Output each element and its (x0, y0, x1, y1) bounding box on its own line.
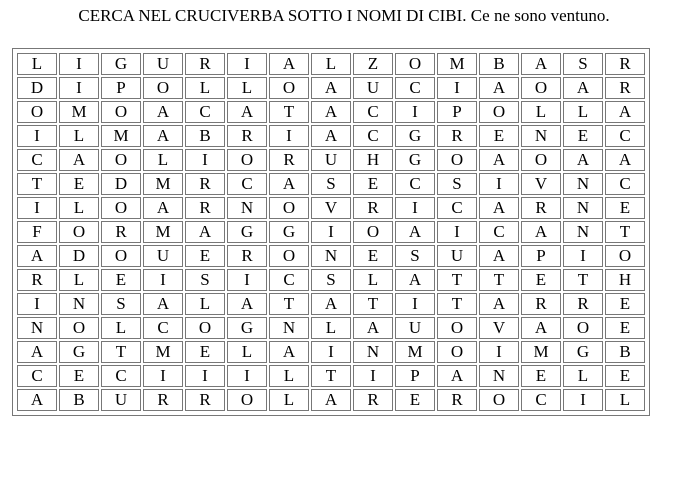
grid-cell: H (605, 269, 645, 291)
grid-cell: O (437, 341, 477, 363)
grid-cell: T (101, 341, 141, 363)
grid-cell: E (605, 293, 645, 315)
grid-cell: H (353, 149, 393, 171)
grid-cell: U (311, 149, 351, 171)
grid-cell: O (437, 149, 477, 171)
grid-cell: O (101, 245, 141, 267)
grid-cell: L (227, 77, 267, 99)
grid-cell: U (437, 245, 477, 267)
grid-cell: R (185, 173, 225, 195)
grid-cell: C (143, 317, 183, 339)
grid-cell: C (605, 173, 645, 195)
grid-cell: D (101, 173, 141, 195)
grid-cell: L (101, 317, 141, 339)
grid-cell: V (521, 173, 561, 195)
grid-cell: O (59, 317, 99, 339)
grid-cell: A (269, 53, 309, 75)
grid-cell: E (395, 389, 435, 411)
grid-cell: T (269, 293, 309, 315)
grid-cell: E (185, 245, 225, 267)
grid-cell: A (311, 389, 351, 411)
grid-cell: A (311, 101, 351, 123)
grid-row (17, 125, 645, 147)
grid-cell: O (563, 317, 603, 339)
grid-cell: C (605, 125, 645, 147)
grid-cell: N (59, 293, 99, 315)
grid-cell: C (437, 197, 477, 219)
grid-cell: I (353, 365, 393, 387)
grid-cell: I (311, 221, 351, 243)
grid-cell: G (563, 341, 603, 363)
grid-cell: L (185, 293, 225, 315)
grid-cell: I (311, 341, 351, 363)
grid-cell: M (143, 173, 183, 195)
grid-cell: M (143, 341, 183, 363)
grid-cell: A (311, 77, 351, 99)
grid-cell: B (185, 125, 225, 147)
grid-cell: R (269, 149, 309, 171)
grid-cell: U (353, 77, 393, 99)
grid-cell: I (143, 269, 183, 291)
grid-cell: I (59, 53, 99, 75)
grid-cell: A (521, 317, 561, 339)
grid-cell: T (605, 221, 645, 243)
grid-cell: I (227, 53, 267, 75)
grid-cell: C (227, 173, 267, 195)
word-search-grid (12, 48, 650, 416)
grid-cell: S (395, 245, 435, 267)
grid-cell: G (101, 53, 141, 75)
grid-cell: S (311, 269, 351, 291)
grid-cell: L (563, 101, 603, 123)
grid-cell: R (101, 221, 141, 243)
grid-cell: O (101, 149, 141, 171)
grid-cell: A (563, 149, 603, 171)
grid-cell: L (59, 125, 99, 147)
grid-cell: A (143, 125, 183, 147)
grid-cell: R (437, 125, 477, 147)
grid-cell: L (563, 365, 603, 387)
grid-cell: A (479, 77, 519, 99)
instruction-title: CERCA NEL CRUCIVERBA SOTTO I NOMI DI CIBI. Ce ne sono ventuno. (78, 6, 610, 25)
grid-cell: C (101, 365, 141, 387)
grid-cell: O (521, 149, 561, 171)
grid-cell: O (227, 389, 267, 411)
grid-cell: C (395, 77, 435, 99)
grid-cell: R (185, 389, 225, 411)
grid-cell: O (269, 245, 309, 267)
grid-cell: A (17, 245, 57, 267)
grid-cell: U (101, 389, 141, 411)
grid-cell: I (395, 101, 435, 123)
grid-cell: R (185, 197, 225, 219)
grid-cell: I (395, 197, 435, 219)
grid-cell: A (143, 101, 183, 123)
grid-cell: E (479, 125, 519, 147)
grid-cell: S (101, 293, 141, 315)
grid-cell: D (17, 77, 57, 99)
grid-cell: A (521, 221, 561, 243)
grid-cell: C (353, 125, 393, 147)
grid-cell: N (17, 317, 57, 339)
grid-cell: I (395, 293, 435, 315)
grid-cell: A (185, 221, 225, 243)
grid-row (17, 173, 645, 195)
grid-cell: C (521, 389, 561, 411)
grid-cell: I (227, 269, 267, 291)
grid-cell: O (605, 245, 645, 267)
grid-cell: B (479, 53, 519, 75)
grid-cell: L (353, 269, 393, 291)
grid-cell: A (437, 365, 477, 387)
grid-cell: T (311, 365, 351, 387)
grid-cell: E (59, 365, 99, 387)
grid-cell: L (185, 77, 225, 99)
grid-cell: B (605, 341, 645, 363)
grid-cell: C (395, 173, 435, 195)
grid-cell: A (269, 341, 309, 363)
grid-cell: O (101, 197, 141, 219)
grid-cell: M (521, 341, 561, 363)
grid-cell: L (311, 317, 351, 339)
grid-cell: E (521, 269, 561, 291)
grid-cell: A (59, 149, 99, 171)
grid-cell: R (227, 245, 267, 267)
grid-cell: E (101, 269, 141, 291)
grid-cell: I (17, 197, 57, 219)
grid-cell: O (269, 77, 309, 99)
grid-cell: R (521, 197, 561, 219)
grid-cell: A (605, 149, 645, 171)
grid-cell: A (143, 197, 183, 219)
grid-cell: N (563, 197, 603, 219)
grid-cell: R (605, 53, 645, 75)
grid-row (17, 389, 645, 411)
grid-cell: C (269, 269, 309, 291)
grid-cell: I (143, 365, 183, 387)
grid-row (17, 317, 645, 339)
grid-row (17, 221, 645, 243)
grid-cell: A (479, 197, 519, 219)
grid-cell: T (353, 293, 393, 315)
grid-cell: A (395, 269, 435, 291)
grid-cell: A (17, 389, 57, 411)
grid-cell: N (521, 125, 561, 147)
grid-cell: O (227, 149, 267, 171)
grid-cell: I (185, 365, 225, 387)
grid-cell: M (101, 125, 141, 147)
grid-cell: A (521, 53, 561, 75)
grid-cell: N (563, 173, 603, 195)
grid-cell: E (353, 173, 393, 195)
grid-cell: V (479, 317, 519, 339)
grid-cell: I (59, 77, 99, 99)
grid-cell: I (563, 245, 603, 267)
grid-cell: L (269, 389, 309, 411)
grid-cell: N (563, 221, 603, 243)
grid-cell: L (143, 149, 183, 171)
grid-cell: A (311, 293, 351, 315)
grid-cell: E (521, 365, 561, 387)
grid-cell: I (563, 389, 603, 411)
grid-cell: T (437, 293, 477, 315)
grid-cell: N (269, 317, 309, 339)
grid-cell: R (353, 197, 393, 219)
grid-cell: A (269, 173, 309, 195)
grid-cell: N (353, 341, 393, 363)
grid-cell: E (353, 245, 393, 267)
grid-cell: T (269, 101, 309, 123)
grid-cell: R (353, 389, 393, 411)
grid-cell: G (395, 125, 435, 147)
grid-row (17, 269, 645, 291)
grid-cell: T (479, 269, 519, 291)
grid-cell: E (605, 365, 645, 387)
grid-cell: O (101, 101, 141, 123)
grid-cell: S (563, 53, 603, 75)
grid-cell: G (395, 149, 435, 171)
grid-cell: R (143, 389, 183, 411)
grid-cell: T (563, 269, 603, 291)
grid-cell: L (59, 269, 99, 291)
grid-cell: R (227, 125, 267, 147)
grid-cell: O (185, 317, 225, 339)
grid-cell: I (437, 221, 477, 243)
grid-cell: P (395, 365, 435, 387)
grid-cell: C (353, 101, 393, 123)
grid-cell: L (227, 341, 267, 363)
grid-cell: O (17, 101, 57, 123)
grid-cell: R (17, 269, 57, 291)
grid-cell: R (185, 53, 225, 75)
grid-cell: M (59, 101, 99, 123)
grid-cell: L (17, 53, 57, 75)
grid-cell: D (59, 245, 99, 267)
letter-table (15, 51, 647, 413)
grid-cell: A (563, 77, 603, 99)
grid-cell: P (101, 77, 141, 99)
grid-cell: C (479, 221, 519, 243)
grid-cell: I (227, 365, 267, 387)
grid-cell: I (479, 341, 519, 363)
grid-cell: E (59, 173, 99, 195)
grid-cell: I (17, 293, 57, 315)
grid-cell: I (479, 173, 519, 195)
grid-cell: E (605, 317, 645, 339)
grid-cell: Z (353, 53, 393, 75)
grid-cell: P (437, 101, 477, 123)
grid-row (17, 149, 645, 171)
grid-cell: E (605, 197, 645, 219)
grid-cell: G (59, 341, 99, 363)
grid-cell: A (227, 101, 267, 123)
grid-cell: O (479, 389, 519, 411)
grid-cell: A (479, 245, 519, 267)
grid-cell: L (605, 389, 645, 411)
grid-cell: I (185, 149, 225, 171)
grid-cell: A (311, 125, 351, 147)
grid-cell: C (17, 365, 57, 387)
grid-row (17, 341, 645, 363)
grid-cell: A (479, 293, 519, 315)
grid-cell: A (479, 149, 519, 171)
grid-cell: I (269, 125, 309, 147)
grid-cell: I (437, 77, 477, 99)
grid-cell: U (395, 317, 435, 339)
grid-cell: L (59, 197, 99, 219)
grid-cell: S (185, 269, 225, 291)
grid-cell: S (437, 173, 477, 195)
grid-cell: N (227, 197, 267, 219)
grid-cell: I (17, 125, 57, 147)
grid-cell: R (521, 293, 561, 315)
grid-cell: O (479, 101, 519, 123)
grid-cell: R (563, 293, 603, 315)
grid-cell: S (311, 173, 351, 195)
grid-cell: M (143, 221, 183, 243)
grid-cell: M (437, 53, 477, 75)
grid-cell: M (395, 341, 435, 363)
grid-cell: F (17, 221, 57, 243)
grid-cell: O (521, 77, 561, 99)
grid-cell: G (227, 317, 267, 339)
grid-cell: G (269, 221, 309, 243)
grid-cell: O (437, 317, 477, 339)
grid-cell: E (185, 341, 225, 363)
grid-cell: O (353, 221, 393, 243)
grid-cell: C (185, 101, 225, 123)
grid-cell: R (605, 77, 645, 99)
grid-row (17, 53, 645, 75)
grid-row (17, 293, 645, 315)
grid-cell: O (59, 221, 99, 243)
grid-cell: A (143, 293, 183, 315)
grid-row (17, 365, 645, 387)
grid-cell: A (353, 317, 393, 339)
grid-cell: T (17, 173, 57, 195)
grid-cell: P (521, 245, 561, 267)
grid-cell: T (437, 269, 477, 291)
grid-cell: A (605, 101, 645, 123)
grid-cell: R (437, 389, 477, 411)
grid-cell: A (227, 293, 267, 315)
grid-row (17, 101, 645, 123)
grid-cell: O (143, 77, 183, 99)
grid-cell: A (395, 221, 435, 243)
grid-cell: C (17, 149, 57, 171)
grid-cell: U (143, 245, 183, 267)
grid-cell: L (269, 365, 309, 387)
grid-cell: L (521, 101, 561, 123)
grid-cell: G (227, 221, 267, 243)
grid-cell: N (311, 245, 351, 267)
grid-cell: A (17, 341, 57, 363)
grid-cell: B (59, 389, 99, 411)
grid-cell: L (311, 53, 351, 75)
grid-row (17, 197, 645, 219)
grid-cell: N (479, 365, 519, 387)
grid-cell: V (311, 197, 351, 219)
grid-row (17, 245, 645, 267)
grid-cell: U (143, 53, 183, 75)
grid-cell: E (563, 125, 603, 147)
grid-cell: O (395, 53, 435, 75)
grid-row (17, 77, 645, 99)
grid-cell: O (269, 197, 309, 219)
